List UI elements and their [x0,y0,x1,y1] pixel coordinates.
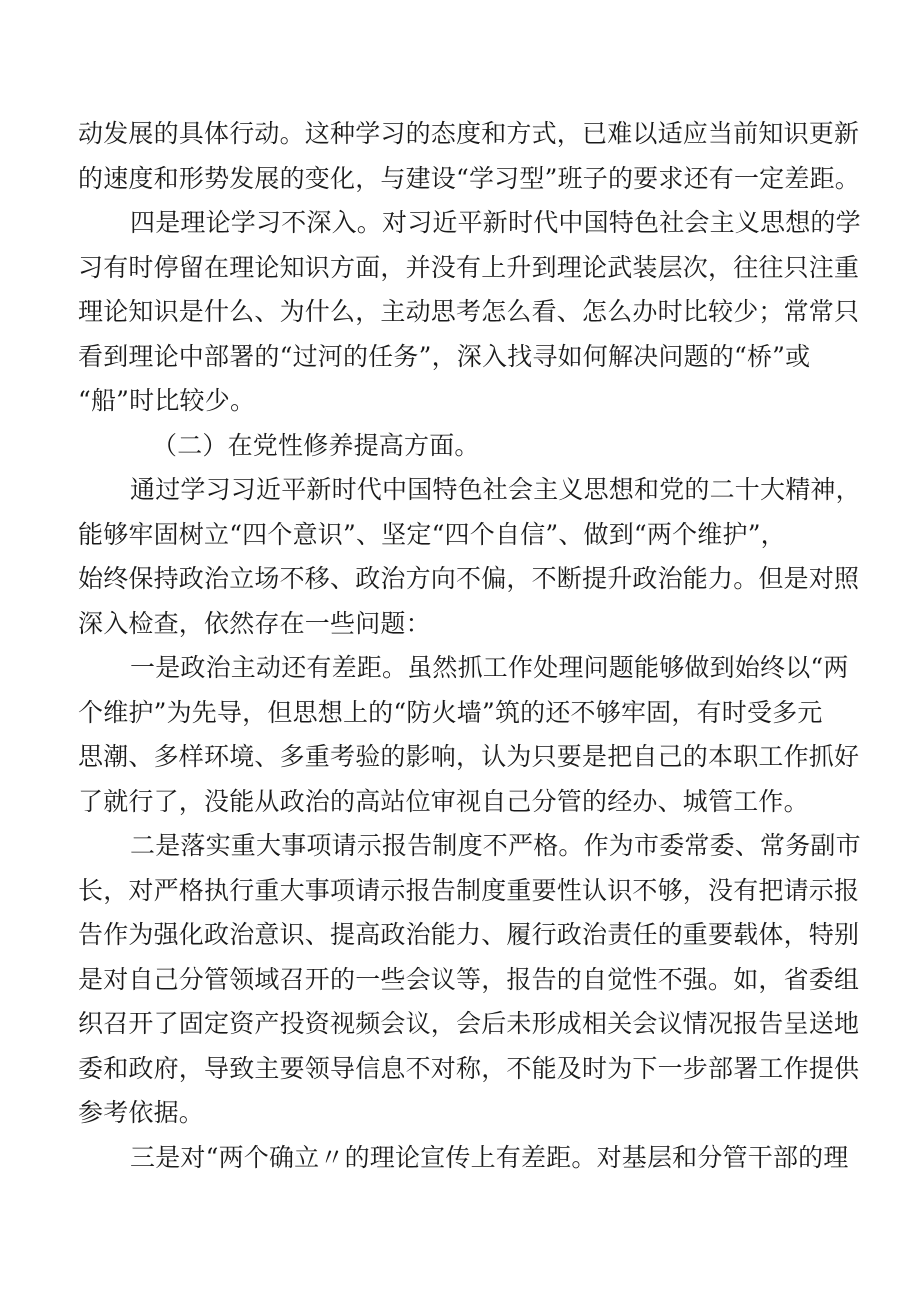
text-line: 思潮、多样环境、多重考验的影响，认为只要是把自己的本职工作抓好 [78,742,860,771]
section-heading: （二）在党性修养提高方面。 [152,430,480,460]
text-line: 织召开了固定资产投资视频会议，会后未形成相关会议情况报告呈送地 [78,1009,860,1038]
text-line: 委和政府，导致主要领导信息不对称，不能及时为下一步部署工作提供 [78,1053,860,1083]
text-line: 告作为强化政治意识、提高政治能力、履行政治责任的重要载体，特别 [78,920,860,949]
text-line: 看到理论中部署的“过河的任务”，深入找寻如何解决问题的“桥”或 [78,341,811,371]
paragraph-start-line: 四是理论学习不深入。对习近平新时代中国特色社会主义思想的学 [130,208,861,237]
text-line: 习有时停留在理论知识方面，并没有上升到理论武装层次，往往只注重 [78,252,860,282]
text-line: 深入检查，依然存在一些问题： [78,608,431,638]
document-body [78,112,861,1180]
text-line: 能够牢固树立“四个意识”、坚定“四个自信”、做到“两个维护”， [78,519,786,549]
text-line: “船”时比较少。 [78,386,256,415]
paragraph-start-line: 通过学习习近平新时代中国特色社会主义思想和党的二十大精神， [130,475,861,504]
text-line: 个维护”为先导，但思想上的“防火墙”筑的还不够牢固，有时受多元 [78,697,823,727]
paragraph-start-line: 三是对“两个确立〃的理论宣传上有差距。对基层和分管干部的理 [130,1142,849,1172]
paragraph-start-line: 一是政治主动还有差距。虽然抓工作处理问题能够做到始终以“两 [130,653,849,682]
paragraph-start-line: 二是落实重大事项请示报告制度不严格。作为市委常委、常务副市 [130,831,861,860]
text-line: 的速度和形势发展的变化，与建设“学习型”班子的要求还有一定差距。 [78,163,860,193]
text-line: 始终保持政治立场不移、政治方向不偏，不断提升政治能力。但是对照 [78,564,860,593]
text-line: 是对自己分管领域召开的一些会议等，报告的自觉性不强。如，省委组 [78,964,860,994]
text-line: 了就行了，没能从政治的高站位审视自己分管的经办、城管工作。 [78,786,809,816]
text-line: 参考依据。 [78,1098,205,1127]
text-line: 理论知识是什么、为什么，主动思考怎么看、怎么办时比较少；常常只 [78,297,860,326]
text-line: 动发展的具体行动。这种学习的态度和方式，已难以适应当前知识更新 [78,119,860,148]
text-line: 长，对严格执行重大事项请示报告制度重要性认识不够，没有把请示报 [78,875,860,905]
